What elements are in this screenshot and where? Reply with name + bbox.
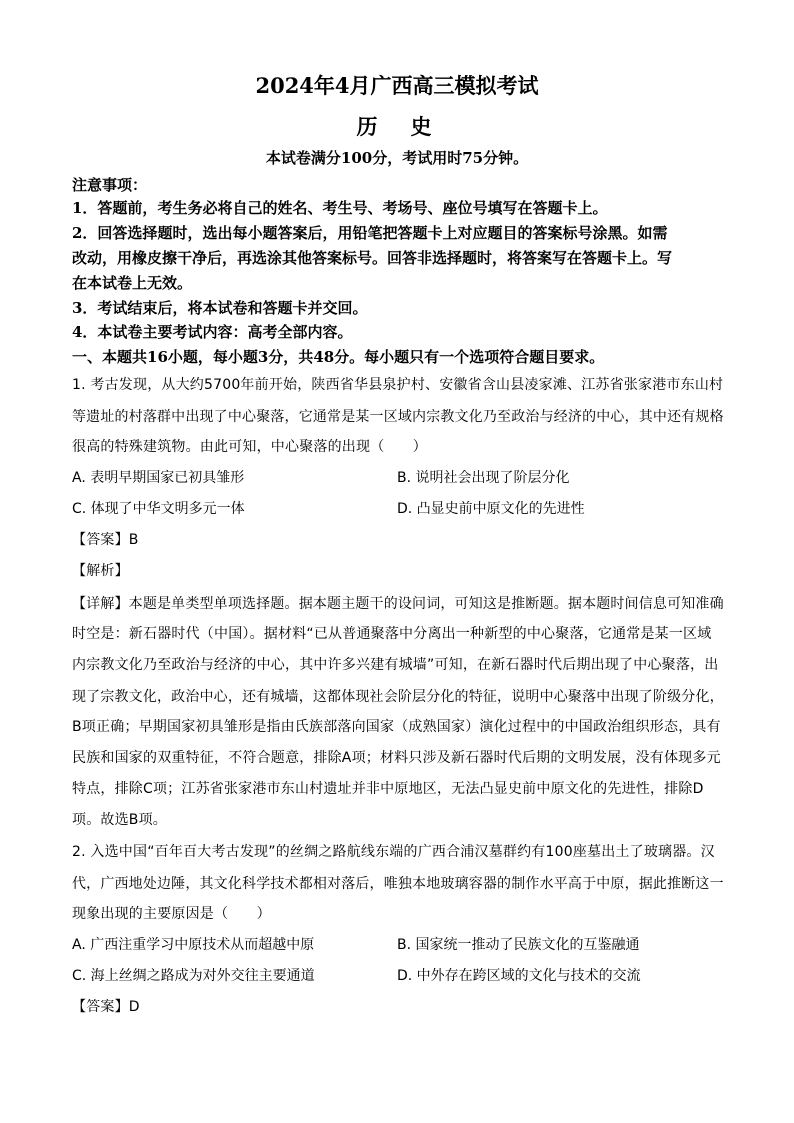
q2-option-a: A. 广西注重学习中原技术从而超越中原: [72, 937, 315, 953]
notes-heading: 注意事项：: [72, 176, 148, 194]
q2-option-d: D. 中外存在跨区域的文化与技术的交流: [397, 968, 641, 984]
q2-answer: 【答案】D: [72, 999, 140, 1015]
q1-analysis-label: 【解析】: [72, 563, 129, 579]
q1-detail-line: 时空是：新石器时代（中国）。据材料“已从普通聚落中分离出一种新型的中心聚落，它通常是某一区域: [72, 626, 712, 642]
note-line: 2．回答选择题时，选出每小题答案后，用铅笔把答题卡上对应题目的答案标号涂黑。如需: [72, 224, 668, 242]
q1-stem-line: 很高的特殊建筑物。由此可知，中心聚落的出现（ ）: [72, 439, 427, 455]
note-line: 在本试卷上无效。: [72, 274, 193, 292]
exam-title: 2024年4月广西高三模拟考试: [255, 73, 539, 98]
note-line: 改动，用橡皮擦干净后，再选涂其他答案标号。回答非选择题时，将答案写在答题卡上。写: [72, 249, 673, 267]
q2-stem-line: 现象出现的主要原因是（ ）: [72, 906, 271, 922]
q1-detail-line: 特点，排除C项；江苏省张家港市东山村遗址并非中原地区，无法凸显史前中原文化的先进性，排除D: [72, 781, 704, 797]
q2-stem-line: 2. 入选中国“百年百大考古发现”的丝绸之路航线东端的广西合浦汉墓群约有100座墓出土了玻璃器。汉: [72, 844, 715, 860]
q2-option-c: C. 海上丝绸之路成为对外交往主要通道: [72, 968, 315, 984]
q1-stem-line: 1. 考古发现，从大约5700年前开始，陕西省华县泉护村、安徽省含山县凌家滩、江苏省张家港市东山村: [72, 377, 724, 393]
q1-detail-line: 民族和国家的双重特征，不符合题意，排除A项；材料只涉及新石器时代后期的文明发展，没有体现多元: [72, 750, 721, 766]
q1-detail-line: B项正确；早期国家初具雏形是指由氏族部落向国家（成熟国家）演化过程中的中国政治组织形态，具有: [72, 719, 721, 735]
note-line: 3．考试结束后，将本试卷和答题卡并交回。: [72, 299, 368, 317]
q1-detail-line: 现了宗教文化，政治中心，还有城墙，这都体现社会阶层分化的特征，说明中心聚落中出现了阶级分化，: [72, 689, 724, 705]
note-line: 4．本试卷主要考试内容：高考全部内容。: [72, 323, 353, 341]
q2-stem-line: 代，广西地处边陲，其文化科学技术都相对落后，唯独本地玻璃容器的制作水平高于中原，据此推断这一: [72, 876, 724, 892]
q1-detail-line: 内宗教文化乃至政治与经济的中心，其中许多兴建有城墙”可知，在新石器时代后期出现了中心聚落，出: [72, 657, 719, 673]
q1-answer: 【答案】B: [72, 532, 139, 548]
q1-option-d: D. 凸显史前中原文化的先进性: [397, 501, 585, 517]
q1-detail-line: 项。故选B项。: [72, 812, 168, 828]
q1-option-c: C. 体现了中华文明多元一体: [72, 501, 245, 517]
q1-option-a: A. 表明早期国家已初具雏形: [72, 470, 245, 486]
note-line: 1．答题前，考生务必将自己的姓名、考生号、考场号、座位号填写在答题卡上。: [72, 199, 608, 217]
q1-stem-line: 等遗址的村落群中出现了中心聚落，它通常是某一区域内宗教文化乃至政治与经济的中心，其中还有规格: [72, 409, 724, 425]
q1-detail-line: 【详解】本题是单类型单项选择题。据本题主题干的设问词，可知这是推断题。据本题时间信息可知准确: [72, 596, 724, 612]
q1-option-b: B. 说明社会出现了阶层分化: [397, 470, 570, 486]
subject-title: 历 史: [356, 114, 438, 139]
exam-info: 本试卷满分100分，考试用时75分钟。: [265, 149, 529, 167]
section-heading: 一、本题共16小题，每小题3分，共48分。每小题只有一个选项符合题目要求。: [72, 348, 605, 366]
q2-option-b: B. 国家统一推动了民族文化的互鉴融通: [397, 937, 640, 953]
